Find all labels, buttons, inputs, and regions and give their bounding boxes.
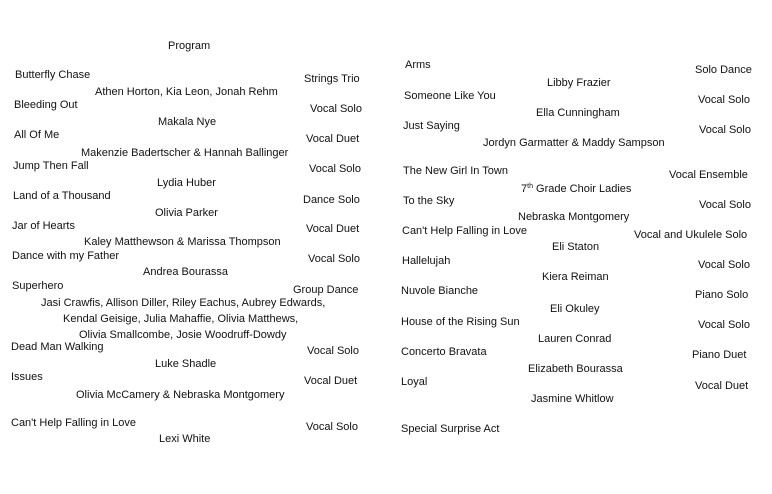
program-right-column (390, 0, 772, 494)
act-title: Dance with my Father (12, 250, 119, 262)
act-title: To the Sky (403, 195, 455, 207)
act-performers: Makala Nye (158, 116, 217, 128)
act-title: The New Girl In Town (403, 165, 508, 177)
act-type: Vocal Solo (699, 124, 751, 136)
act-performers-line: Jasi Crawfis, Allison Diller, Riley Eachus, Aubrey Edwards, (41, 297, 326, 309)
act-title: Arms (405, 59, 431, 71)
act-performers: Lauren Conrad (538, 333, 612, 345)
act-performers: Jordyn Garmatter & Maddy Sampson (483, 137, 665, 149)
act-performers (521, 183, 631, 195)
grade-suffix: th (527, 183, 533, 190)
act-performers-line: Kendal Geisige, Julia Mahaffie, Olivia Matthews, (63, 313, 299, 325)
act-performers: Olivia McCamery & Nebraska Montgomery (76, 389, 285, 401)
act-performers: Olivia Parker (155, 207, 218, 219)
act-title: House of the Rising Sun (401, 316, 520, 328)
act-performers: Jasmine Whitlow (531, 393, 614, 405)
act-performers: Kaley Matthewson & Marissa Thompson (84, 236, 281, 248)
act-performers: Eli Staton (552, 241, 600, 253)
act-title: Someone Like You (404, 90, 496, 102)
act-title: Issues (11, 371, 43, 383)
ensemble-name: Grade Choir Ladies (532, 183, 632, 195)
act-title: Superhero (12, 280, 64, 292)
act-title: Loyal (401, 376, 428, 388)
act-performers-line: Olivia Smallcombe, Josie Woodruff-Dowdy (79, 329, 287, 341)
act-type: Group Dance (293, 284, 359, 296)
act-title: Dead Man Walking (11, 341, 104, 353)
act-performers: Eli Okuley (550, 303, 600, 315)
act-type: Vocal Solo (698, 319, 750, 331)
act-type: Vocal Solo (310, 103, 362, 115)
act-title: Nuvole Bianche (401, 285, 479, 297)
act-type: Vocal Solo (308, 253, 360, 265)
act-title: Land of a Thousand (13, 190, 111, 202)
act-type: Piano Solo (695, 289, 749, 301)
act-performers: Andrea Bourassa (143, 266, 228, 278)
act-type: Vocal and Ukulele Solo (634, 229, 748, 241)
act-performers: Kiera Reiman (542, 271, 609, 283)
act-type: Dance Solo (303, 194, 360, 206)
act-type: Vocal Solo (309, 163, 361, 175)
program-heading: Program (168, 40, 211, 52)
act-title: Jar of Hearts (12, 220, 75, 232)
act-type: Vocal Solo (699, 199, 751, 211)
act-type: Solo Dance (695, 64, 752, 76)
act-type: Vocal Solo (306, 421, 358, 433)
act-performers: Ella Cunningham (536, 107, 620, 119)
act-title: Bleeding Out (14, 99, 78, 111)
act-performers: Lexi White (159, 433, 211, 445)
act-type: Vocal Solo (698, 259, 750, 271)
act-title: Hallelujah (402, 255, 451, 267)
act-performers: Athen Horton, Kia Leon, Jonah Rehm (95, 86, 278, 98)
act-title: Just Saying (403, 120, 460, 132)
act-title: Can't Help Falling in Love (11, 417, 137, 429)
grade-number: 7 (521, 183, 528, 195)
act-type: Strings Trio (304, 73, 360, 85)
act-type: Vocal Ensemble (669, 169, 748, 181)
act-type: Vocal Solo (307, 345, 359, 357)
act-title: Concerto Bravata (401, 346, 487, 358)
act-type: Vocal Duet (306, 133, 360, 145)
act-type: Piano Duet (692, 349, 747, 361)
act-performers: Libby Frazier (547, 77, 611, 89)
act-type: Vocal Solo (698, 94, 750, 106)
act-type: Vocal Duet (695, 380, 749, 392)
act-title: Can't Help Falling in Love (402, 225, 528, 237)
act-type: Vocal Duet (306, 223, 360, 235)
act-title: Butterfly Chase (15, 69, 91, 81)
act-performers: Makenzie Badertscher & Hannah Ballinger (81, 147, 289, 159)
act-title: All Of Me (14, 129, 60, 141)
act-performers: Lydia Huber (157, 177, 216, 189)
act-title: Special Surprise Act (401, 423, 500, 435)
act-performers: Nebraska Montgomery (518, 211, 630, 223)
act-title: Jump Then Fall (13, 160, 89, 172)
act-performers: Luke Shadle (155, 358, 217, 370)
act-type: Vocal Duet (304, 375, 358, 387)
act-performers: Elizabeth Bourassa (528, 363, 623, 375)
